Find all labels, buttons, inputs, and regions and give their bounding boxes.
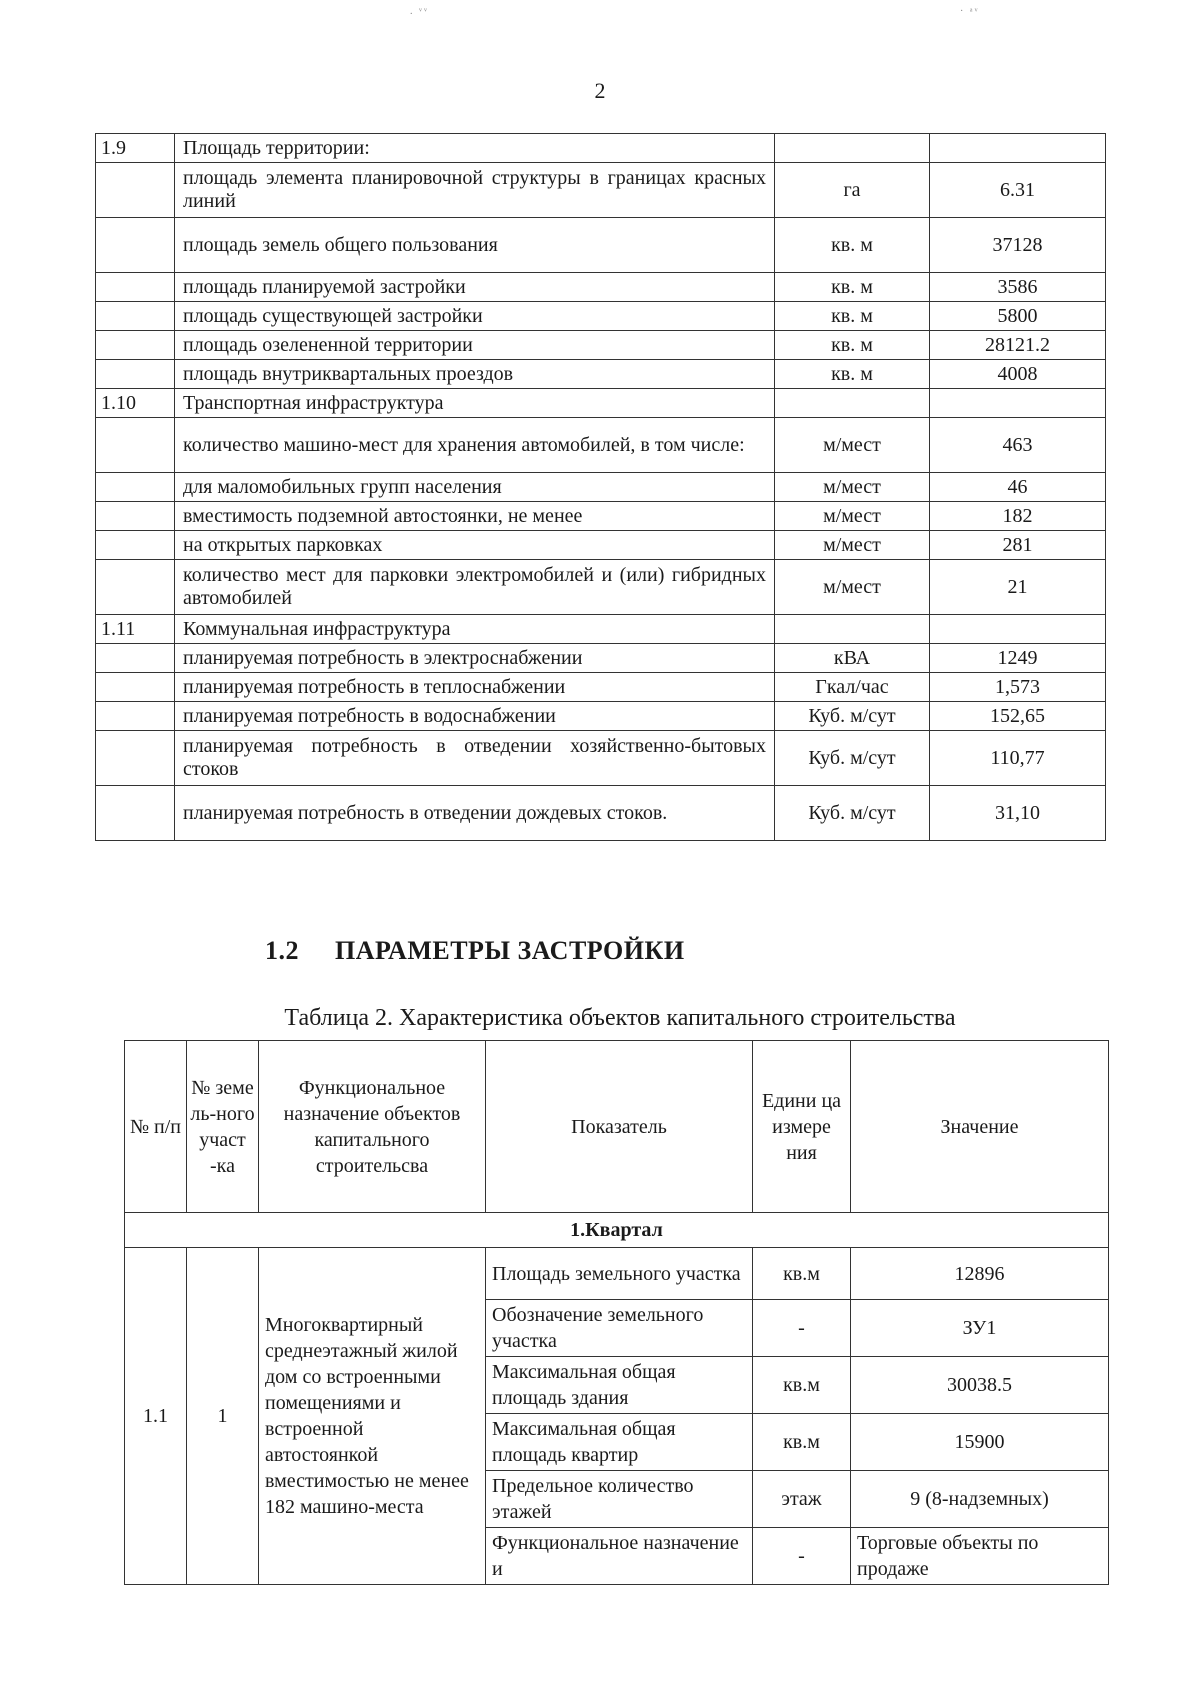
row-value bbox=[930, 615, 1106, 644]
header-indicator: Показатель bbox=[486, 1041, 753, 1213]
row-label: количество машино-мест для хранения автомобилей, в том числе: bbox=[175, 418, 775, 473]
unit-cell: этаж bbox=[753, 1471, 851, 1528]
row-unit: кв. м bbox=[775, 273, 930, 302]
scan-artifact: . ᵛᵛ bbox=[410, 6, 429, 17]
row-value: 5800 bbox=[930, 302, 1106, 331]
table-row bbox=[96, 418, 1106, 473]
table-row bbox=[96, 331, 1106, 360]
value-cell: ЗУ1 bbox=[851, 1300, 1109, 1357]
header-num: № п/п bbox=[125, 1041, 187, 1213]
row-unit: кв. м bbox=[775, 360, 930, 389]
row-label: планируемая потребность в водоснабжении bbox=[175, 702, 775, 731]
indicator-cell: Площадь земельного участка bbox=[486, 1248, 753, 1300]
row-label: вместимость подземной автостоянки, не менее bbox=[175, 502, 775, 531]
row-label: планируемая потребность в электроснабжении bbox=[175, 644, 775, 673]
row-label: площадь планируемой застройки bbox=[175, 273, 775, 302]
row-number bbox=[96, 731, 175, 786]
group-plot-number: 1 bbox=[187, 1248, 259, 1585]
row-number: 1.11 bbox=[96, 615, 175, 644]
row-number bbox=[96, 702, 175, 731]
header-unit: Едини ца измере ния bbox=[753, 1041, 851, 1213]
indicator-cell: Обозначение земельного участка bbox=[486, 1300, 753, 1357]
row-number bbox=[96, 218, 175, 273]
row-number bbox=[96, 644, 175, 673]
row-label: планируемая потребность в отведении дождевых стоков. bbox=[175, 786, 775, 841]
table-row bbox=[96, 163, 1106, 218]
row-label: Транспортная инфраструктура bbox=[175, 389, 775, 418]
row-label: площадь элемента планировочной структуры в границах красных линий bbox=[175, 163, 775, 218]
value-cell: 9 (8-надземных) bbox=[851, 1471, 1109, 1528]
row-unit: кв. м bbox=[775, 302, 930, 331]
section-row bbox=[96, 134, 1106, 163]
section-row bbox=[96, 615, 1106, 644]
row-unit: кв. м bbox=[775, 218, 930, 273]
table-row bbox=[96, 786, 1106, 841]
group-function: Многоквартирный среднеэтажный жилой дом со встроенными помещениями и встроенной автостоянкой вместимостью не менее 182 машино-места bbox=[259, 1248, 486, 1585]
value-cell: 12896 bbox=[851, 1248, 1109, 1300]
row-label: Коммунальная инфраструктура bbox=[175, 615, 775, 644]
row-label: площадь существующей застройки bbox=[175, 302, 775, 331]
row-label: площадь озелененной территории bbox=[175, 331, 775, 360]
section-heading bbox=[265, 936, 685, 966]
table-row bbox=[125, 1248, 1109, 1300]
indicator-cell: Максимальная общая площадь квартир bbox=[486, 1414, 753, 1471]
row-value: 6.31 bbox=[930, 163, 1106, 218]
row-value: 110,77 bbox=[930, 731, 1106, 786]
header-function: Функциональное назначение объектов капитального строительсва bbox=[259, 1041, 486, 1213]
table-caption: Таблица 2. Характеристика объектов капитального строительства bbox=[284, 1005, 956, 1031]
table-header-row bbox=[125, 1041, 1109, 1213]
row-label: количество мест для парковки электромобилей и (или) гибридных автомобилей bbox=[175, 560, 775, 615]
row-value: 37128 bbox=[930, 218, 1106, 273]
row-value bbox=[930, 389, 1106, 418]
section-row bbox=[96, 389, 1106, 418]
row-number bbox=[96, 302, 175, 331]
row-unit: га bbox=[775, 163, 930, 218]
row-number bbox=[96, 560, 175, 615]
capital-construction-table bbox=[124, 1040, 1109, 1585]
table-row bbox=[96, 644, 1106, 673]
row-value: 1,573 bbox=[930, 673, 1106, 702]
unit-cell: кв.м bbox=[753, 1357, 851, 1414]
row-unit: м/мест bbox=[775, 502, 930, 531]
table-row bbox=[96, 702, 1106, 731]
row-unit: Куб. м/сут bbox=[775, 731, 930, 786]
row-unit: м/мест bbox=[775, 531, 930, 560]
unit-cell: кв.м bbox=[753, 1248, 851, 1300]
quarter-label: 1.Квартал bbox=[125, 1213, 1109, 1248]
row-value: 463 bbox=[930, 418, 1106, 473]
unit-cell: - bbox=[753, 1528, 851, 1585]
row-number bbox=[96, 331, 175, 360]
row-label: на открытых парковках bbox=[175, 531, 775, 560]
row-number bbox=[96, 786, 175, 841]
row-value: 3586 bbox=[930, 273, 1106, 302]
row-unit bbox=[775, 615, 930, 644]
row-value: 21 bbox=[930, 560, 1106, 615]
group-number: 1.1 bbox=[125, 1248, 187, 1585]
indicator-cell: Максимальная общая площадь здания bbox=[486, 1357, 753, 1414]
indicator-cell: Функциональное назначение и bbox=[486, 1528, 753, 1585]
header-plot: № земе ль-ного участ -ка bbox=[187, 1041, 259, 1213]
row-unit: Куб. м/сут bbox=[775, 702, 930, 731]
section-number: 1.2 bbox=[265, 936, 299, 965]
row-unit: кв. м bbox=[775, 331, 930, 360]
row-label: площадь внутриквартальных проездов bbox=[175, 360, 775, 389]
table-row bbox=[96, 560, 1106, 615]
row-number bbox=[96, 531, 175, 560]
row-label: планируемая потребность в теплоснабжении bbox=[175, 673, 775, 702]
table-row bbox=[96, 273, 1106, 302]
table-row bbox=[96, 673, 1106, 702]
row-number: 1.10 bbox=[96, 389, 175, 418]
row-value: 182 bbox=[930, 502, 1106, 531]
value-cell: 15900 bbox=[851, 1414, 1109, 1471]
row-unit: Гкал/час bbox=[775, 673, 930, 702]
row-number bbox=[96, 360, 175, 389]
value-cell: 30038.5 bbox=[851, 1357, 1109, 1414]
table-row bbox=[96, 502, 1106, 531]
row-label: площадь земель общего пользования bbox=[175, 218, 775, 273]
row-label: планируемая потребность в отведении хозяйственно-бытовых стоков bbox=[175, 731, 775, 786]
row-value: 152,65 bbox=[930, 702, 1106, 731]
page-number: 2 bbox=[594, 78, 606, 103]
row-unit: кВА bbox=[775, 644, 930, 673]
row-number bbox=[96, 502, 175, 531]
table-row bbox=[96, 218, 1106, 273]
table-row bbox=[96, 731, 1106, 786]
parameters-table bbox=[95, 133, 1106, 841]
row-unit: м/мест bbox=[775, 473, 930, 502]
value-cell: Торговые объекты по продаже bbox=[851, 1528, 1109, 1585]
row-value: 4008 bbox=[930, 360, 1106, 389]
row-unit: м/мест bbox=[775, 418, 930, 473]
row-unit bbox=[775, 134, 930, 163]
row-value: 31,10 bbox=[930, 786, 1106, 841]
table-row bbox=[96, 302, 1106, 331]
row-number bbox=[96, 418, 175, 473]
unit-cell: - bbox=[753, 1300, 851, 1357]
scan-artifact: · ᵃᵛ bbox=[960, 6, 980, 17]
row-number bbox=[96, 163, 175, 218]
row-number bbox=[96, 273, 175, 302]
unit-cell: кв.м bbox=[753, 1414, 851, 1471]
row-label: для маломобильных групп населения bbox=[175, 473, 775, 502]
row-unit: м/мест bbox=[775, 560, 930, 615]
row-value bbox=[930, 134, 1106, 163]
quarter-row bbox=[125, 1213, 1109, 1248]
row-value: 1249 bbox=[930, 644, 1106, 673]
row-number bbox=[96, 473, 175, 502]
row-unit: Куб. м/сут bbox=[775, 786, 930, 841]
row-number bbox=[96, 673, 175, 702]
row-number: 1.9 bbox=[96, 134, 175, 163]
indicator-cell: Предельное количество этажей bbox=[486, 1471, 753, 1528]
table-row bbox=[96, 531, 1106, 560]
row-value: 46 bbox=[930, 473, 1106, 502]
table-row bbox=[96, 473, 1106, 502]
header-value: Значение bbox=[851, 1041, 1109, 1213]
row-unit bbox=[775, 389, 930, 418]
row-label: Площадь территории: bbox=[175, 134, 775, 163]
row-value: 28121.2 bbox=[930, 331, 1106, 360]
section-title: ПАРАМЕТРЫ ЗАСТРОЙКИ bbox=[335, 936, 685, 965]
row-value: 281 bbox=[930, 531, 1106, 560]
table-row bbox=[96, 360, 1106, 389]
